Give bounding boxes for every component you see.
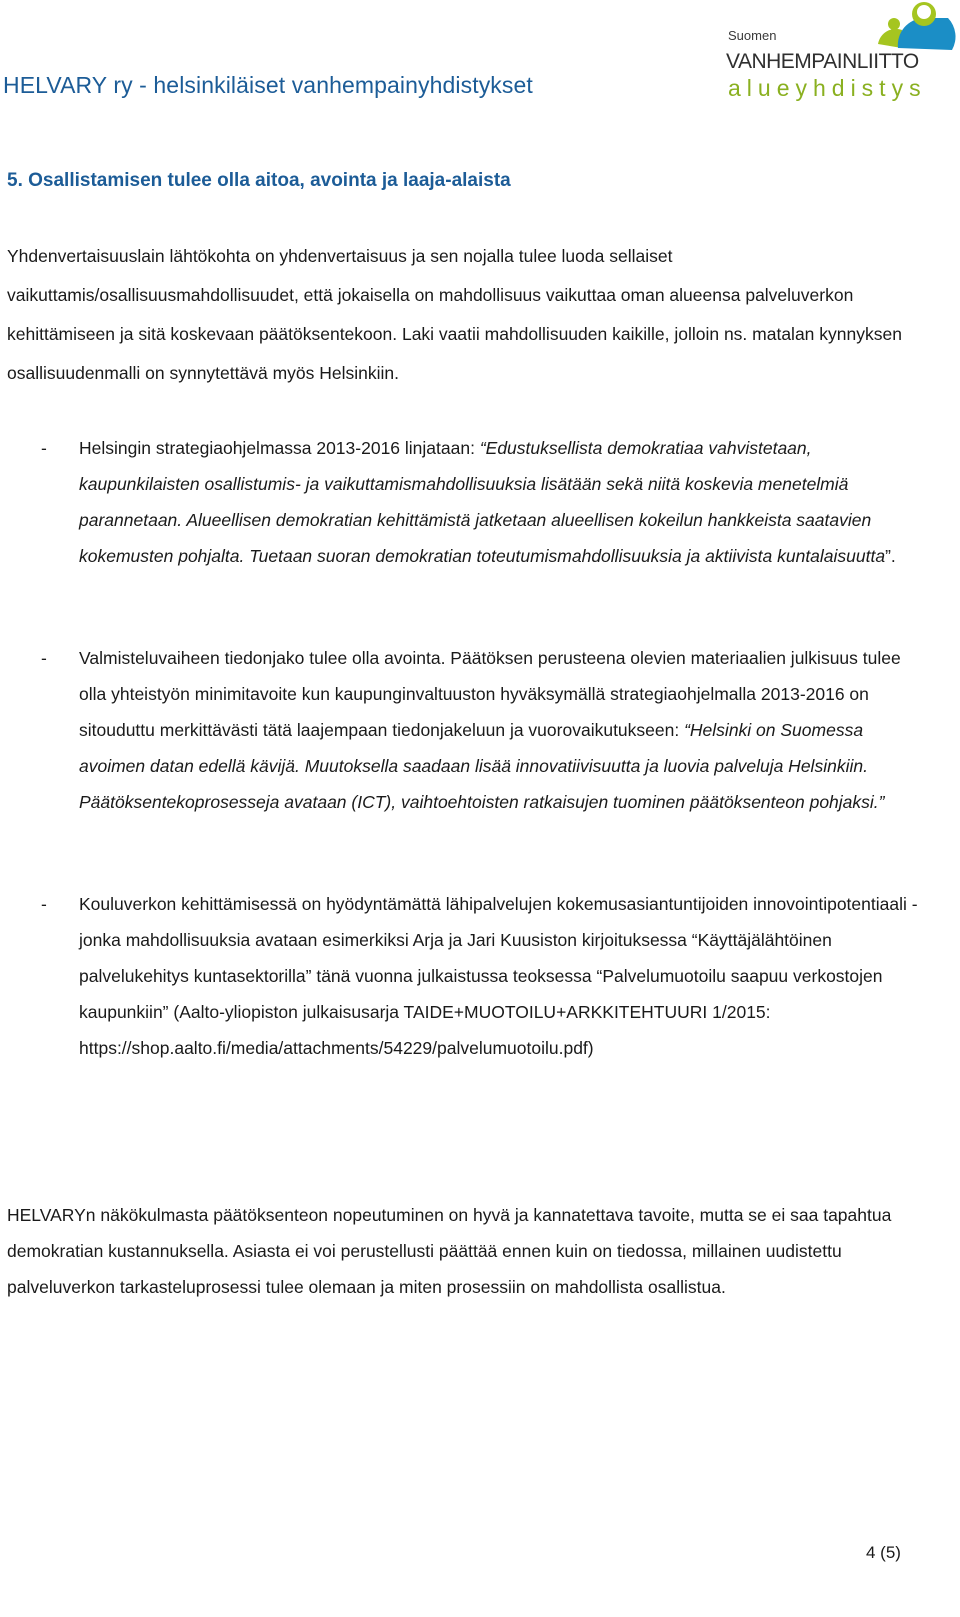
- bullet-text-plain: Valmisteluvaiheen tiedonjako tulee olla avointa. Päätöksen perusteena olevien materiaalien julkisuus tulee olla yhteistyön minimitavoite kun kaupunginvaltuuston hyväksymällä strategiaohjelmalla 2013-2016 on sitouduttu merkittävästi tätä laajempaan tiedonjakeluun ja vuorovaikutukseen:: [79, 648, 901, 740]
- logo-figure-icon: [842, 0, 960, 56]
- intro-paragraph: Yhdenvertaisuuslain lähtökohta on yhdenvertaisuus ja sen nojalla tulee luoda sellaiset vaikuttamis/osallisuusmahdollisuudet, että jokaisella on mahdollisuus vaikuttaa oman alueensa palveluverkon kehittämiseen ja sitä koskevaan päätöksentekoon. Laki vaatii mahdollisuuden kaikille, jolloin ns. matalan kynnyksen osallisuudenmalli on synnytettävä myös Helsinkiin.: [7, 246, 902, 383]
- bullet-text-plain: Kouluverkon kehittämisessä on hyödyntämättä lähipalvelujen kokemusasiantuntijoiden innovointipotentiaali - jonka mahdollisuuksia avataan esimerkiksi Arja ja Jari Kuusiston kirjoituksessa “Käyttäjälähtöinen palvelukehitys kuntasektorilla” tänä vuonna julkaistussa teoksessa “Palvelumuotoilu saapuu verkostojen kaupunkiin” (Aalto-yliopiston julkaisusarja TAIDE+MUOTOILU+ARKKITEHTUURI 1/2015: https://shop.aalto.fi/media/attachments/54229/palvelumuotoilu.pdf): [79, 894, 918, 1058]
- bullet-item: [41, 430, 921, 574]
- bullet-item: [41, 886, 921, 1066]
- bullet-text-tail: ”.: [885, 546, 896, 566]
- header-title: HELVARY ry - helsinkiläiset vanhempainyhdistykset: [3, 72, 533, 98]
- bullet-quote: “Helsinki on Suomessa avoimen datan edellä kävijä. Muutoksella saadaan lisää innovatiivisuutta ja luovia palveluja Helsinkiin. Päätöksentekoprosesseja avataan (ICT), vaihtoehtoisten ratkaisujen tuominen päätöksenteon pohjaksi.”: [79, 720, 885, 812]
- bullet-text: [79, 886, 921, 1066]
- logo-line-alueyhdistys: alueyhdistys: [728, 75, 927, 101]
- logo-line-vanhempainliitto: VANHEMPAINLIITTO: [726, 50, 919, 73]
- bullet-text: [79, 640, 921, 820]
- page-number: 4 (5): [866, 1543, 901, 1562]
- vanhempainliitto-logo: [724, 0, 960, 110]
- bullet-dash: -: [41, 648, 47, 668]
- bullet-item: [41, 640, 921, 820]
- closing-paragraph: HELVARYn näkökulmasta päätöksenteon nopeutuminen on hyvä ja kannatettava tavoite, mutta se ei saa tapahtua demokratian kustannuksella. Asiasta ei voi perustellusti päättää ennen kuin on tiedossa, millainen uudistettu palveluverkon tarkasteluprosessi tulee olemaan ja miten prosessiin on mahdollista osallistua.: [7, 1205, 892, 1297]
- bullet-dash: -: [41, 438, 47, 458]
- bullet-text-plain: Helsingin strategiaohjelmassa 2013-2016 linjataan:: [79, 438, 480, 458]
- bullet-text: [79, 430, 921, 574]
- section-heading: 5. Osallistamisen tulee olla aitoa, avointa ja laaja-alaista: [7, 170, 511, 191]
- bullet-quote: “Edustuksellista demokratiaa vahvistetaan, kaupunkilaisten osallistumis- ja vaikuttamismahdollisuuksia lisätään sekä niitä koskevia menetelmiä parannetaan. Alueellisen demokratian kehittämistä jatketaan alueellisen kokeilun hankkeista saatavien kokemusten pohjalta. Tuetaan suoran demokratian toteutumismahdollisuuksia ja aktiivista kuntalaisuutta: [79, 438, 886, 566]
- bullet-dash: -: [41, 894, 47, 914]
- logo-line-suomen: Suomen: [728, 28, 777, 43]
